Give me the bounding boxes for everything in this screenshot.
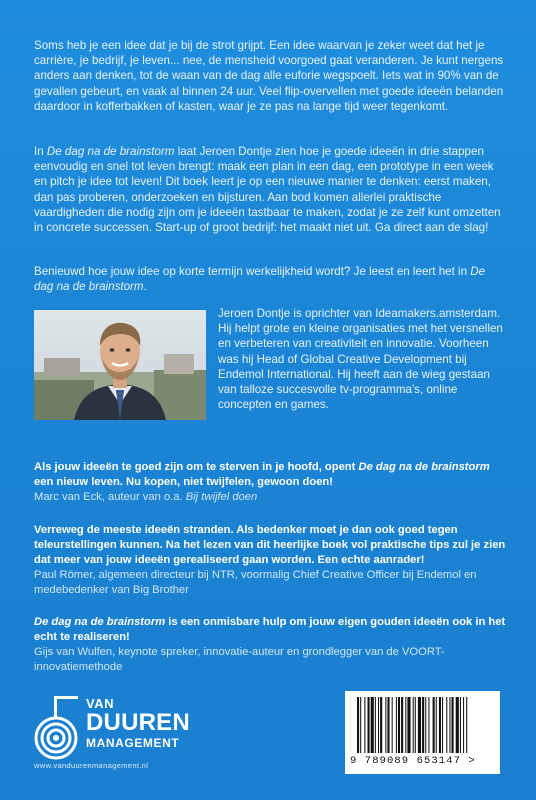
quote-1-text <box>34 460 509 490</box>
publisher-name-duuren: DUUREN <box>86 709 190 736</box>
barcode-bar <box>418 697 421 753</box>
barcode-bar <box>456 697 459 753</box>
quote-3-text <box>34 615 509 645</box>
barcode-bar <box>396 697 397 753</box>
barcode-bar <box>446 697 447 753</box>
barcode-bar <box>452 697 454 753</box>
barcode-bar <box>364 697 365 753</box>
blurb-paragraph-2 <box>34 144 504 235</box>
quote-3-rest: is een onmisbare hulp om jouw eigen gouden ideeën ook in het echt te realiseren! <box>34 616 506 643</box>
barcode-bar <box>433 697 435 753</box>
barcode-bar <box>413 697 414 753</box>
barcode-bar <box>466 697 467 753</box>
concentric-circles-logo-icon <box>32 694 88 760</box>
barcode-bar <box>422 697 424 753</box>
isbn-digits: 9 789089 653147 > <box>350 755 476 767</box>
blurb-p3-text: Benieuwd hoe jouw idee op korte termijn werkelijkheid wordt? Je leest en leert het in <box>34 265 471 278</box>
blurb-p3-end: . <box>143 280 147 294</box>
author-bio: Jeroen Dontje is oprichter van Ideamakers.amsterdam. Hij helpt grote en kleine organisaties met het versnellen en verbeteren van creativiteit en innovatie. Voorheen was hij Head of Global Creative Development bij Endemol International. Hij heeft aan de wieg gestaan van talloze succesvolle tv-programma's, online concepten en games. <box>218 307 503 412</box>
barcode-bar <box>387 697 389 753</box>
author-portrait-photo <box>34 310 206 420</box>
barcode-bar <box>357 697 359 753</box>
isbn-barcode <box>345 691 500 774</box>
publisher-name-management: MANAGEMENT <box>86 736 180 750</box>
book-title-italic: De dag na de brainstorm <box>46 145 175 158</box>
quote-1-source-book: Bij twijfel doen <box>185 491 258 503</box>
endorsement-quote-1 <box>34 460 509 505</box>
barcode-bar <box>415 697 416 753</box>
barcode-bar <box>436 697 437 753</box>
quote-2-text: Verreweg de meeste ideeën stranden. Als bedenker moet je dan ook goed tegen teleurstellingen kunnen. Na het lezen van dit heerlijke boek vol praktische tips zul je zien dat meer van jouw ideeën gerealiseerd gaan worden. Een echte aanrader! <box>34 524 506 566</box>
blurb-paragraph-3 <box>34 264 504 294</box>
barcode-bar <box>360 697 361 753</box>
barcode-bar <box>425 697 426 753</box>
quote-1-source <box>34 490 509 505</box>
barcode-bar <box>460 697 461 753</box>
quote-1-source-name: Marc van Eck, auteur van o.a. <box>34 491 186 503</box>
barcode-bar <box>428 697 429 753</box>
quote-1-part-b: een nieuw leven. Nu kopen, niet twijfelen, gewoon doen! <box>34 476 333 488</box>
quote-3-source: Gijs van Wulfen, keynote spreker, innovatie-auteur en grondlegger van de VOORT-innovatiemethode <box>34 646 445 673</box>
book-title-italic: De dag na de brainstorm <box>34 616 166 628</box>
barcode-bar <box>392 697 393 753</box>
blurb-p2-prefix: In <box>34 145 47 158</box>
barcode-bar <box>449 697 450 753</box>
quote-1-part-a: Als jouw ideeën te goed zijn om te sterven in je hoofd, opent <box>34 461 359 473</box>
barcode-bar <box>380 697 382 753</box>
barcode-bar <box>398 697 400 753</box>
publisher-website: www.vanduurenmanagement.nl <box>34 761 149 770</box>
blurb-p2-rest: laat Jeroen Dontje zien hoe je goede ideeën in drie stappen eenvoudig en snel tot leven brengt: maak een plan in een dag, een prototype in een week en pitch je idee tot leven! Dit boek leert je op een nieuwe manier te denken: eerst maken, dan pas proberen, onderzoeken en bijsturen. Aan bod komen allerlei praktische vaardigheden die nodig zijn om je ideeën tastbaar te maken, zodat je ze zelf kunt omzetten in concrete successen. Start-up of groot bedrijf: het maakt niet uit. Ga direct aan de slag! <box>34 145 501 235</box>
endorsement-quote-2 <box>34 523 509 598</box>
barcode-bar <box>378 697 379 753</box>
barcode-bar <box>375 697 376 753</box>
book-title-italic: De dag na de brainstorm <box>358 461 490 473</box>
endorsement-quote-3 <box>34 615 509 675</box>
barcode-bar <box>368 697 370 753</box>
book-title-italic: De dag na de brainstorm <box>34 265 486 294</box>
barcode-bar <box>442 697 443 753</box>
publisher-name-van: VAN <box>86 696 114 711</box>
barcode-bar <box>385 697 386 753</box>
author-portrait-illustration <box>34 310 206 420</box>
barcode-bar <box>371 697 374 753</box>
blurb-paragraph-1: Soms heb je een idee dat je bij de strot grijpt. Een idee waarvan je zeker weet dat het je carrière, je bedrijf, je leven... nee, de mensheid voorgoed gaat veranderen. Je kunt nergens anders aan denken, tot de waan van de dag alle euforie wegspoelt. Iets wat in 90% van de gevallen gebeurt, en vaak al binnen 24 uur. Veel flip-overvellen met goede ideeën belanden daardoor in kofferbakken of kasten, waar je ze pas na lange tijd weer tegenkomt. <box>34 39 504 113</box>
barcode-bar <box>401 697 403 753</box>
barcode-bar <box>463 697 464 753</box>
barcode-bars <box>345 691 500 755</box>
quote-2-source: Paul Römer, algemeen directeur bij NTR, voormalig Chief Creative Officer bij Endemol en medebedenker van Big Brother <box>34 569 477 596</box>
barcode-bar <box>407 697 410 753</box>
barcode-bar <box>439 697 441 753</box>
barcode-bar <box>405 697 406 753</box>
